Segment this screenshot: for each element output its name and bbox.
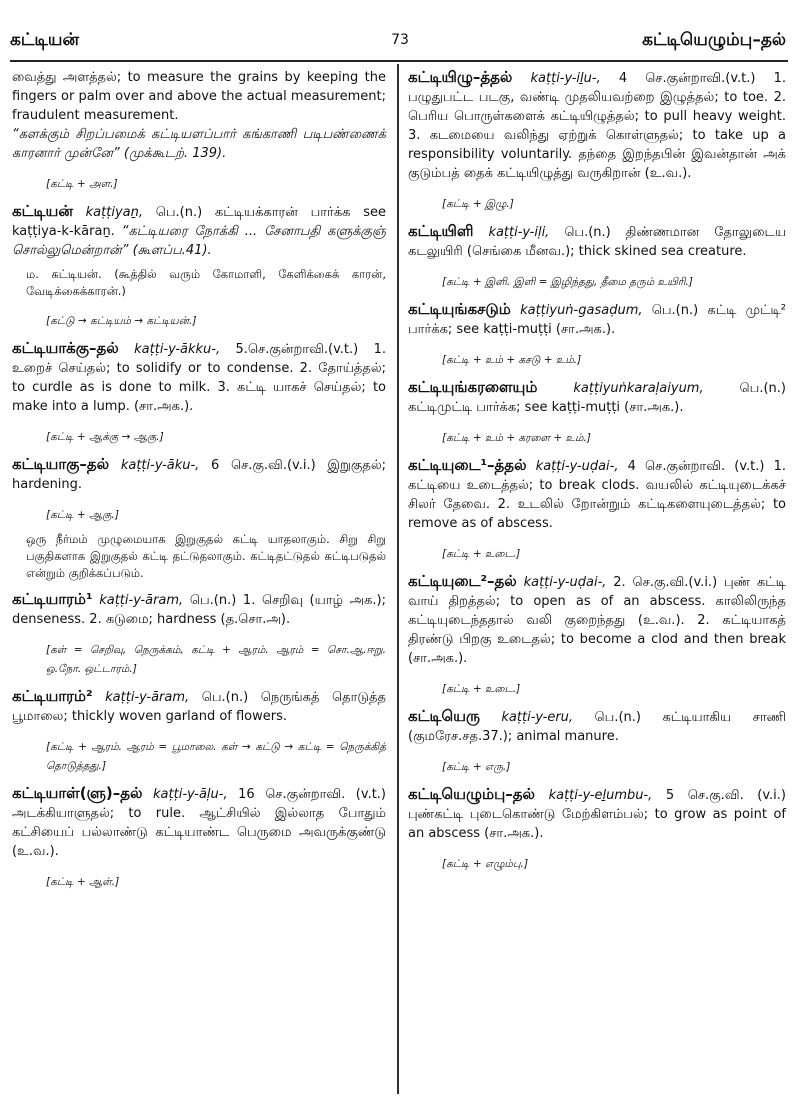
entry-etymology: [கட்டு → கட்டியம் → கட்டியன்.] bbox=[46, 315, 197, 327]
entry-definition: 16 செ.குன்றாவி. (v.t.) அடக்கியாளுதல்; to rule. ஆட்சியில் இல்லாத போதும் கட்சியைப் பல்லாண்டு கட்டியாண்ட பெருமை அவருக்குண்டு (உ.வ.). bbox=[12, 787, 386, 859]
entry-body bbox=[12, 687, 386, 726]
entry-etymology: [கட்டி + உம் + கரளை + உம்.] bbox=[442, 432, 591, 444]
entry-transliteration: kaṭṭi-y-āḷu-, bbox=[153, 787, 228, 802]
entry-body bbox=[408, 572, 786, 668]
entry-etymology: [கட்டி + அள.] bbox=[46, 178, 118, 190]
entry-transliteration: kaṭṭi-y-eru, bbox=[501, 710, 574, 725]
entry-etymology: [கள் = செறிவு, நெருக்கம், கட்டி + ஆரம். ஆரம் = சொ.ஆ.ஈறு. ஒ.நோ. ஒட்டாரம்.] bbox=[46, 644, 386, 675]
entry-transliteration: kaṭṭiyuṅkaraḷaiyum, bbox=[573, 381, 704, 396]
entry-etymology: [கட்டி + இளி. இளி = இழிந்தது, தீமை தரும் உயிரி.] bbox=[442, 276, 693, 288]
entry-headword: கட்டியுங்கசடும் bbox=[408, 300, 511, 318]
entry-body bbox=[408, 300, 786, 339]
entry-quotation: “கட்டியரை நோக்கி ... சேனாபதி களுக்குஞ் சொல்லுமென்றான்” (கூளப்ப.41). bbox=[12, 224, 386, 258]
entry-definition: பெ.(n.) 1. செறிவு (யாழ் அக.); denseness. 2. கடுமை; hardness (த.சொ.அ). bbox=[12, 593, 386, 627]
entry-transliteration: kaṭṭi-y-ākku-, bbox=[134, 342, 221, 357]
entry-definition: பெ.(n.) கட்டியக்காரன் பார்க்க see kaṭṭiya-k-kāraṉ. bbox=[12, 205, 386, 239]
entry-body bbox=[12, 202, 386, 260]
entry-transliteration: kaṭṭiyaṉ, bbox=[85, 205, 143, 220]
dictionary-entry bbox=[408, 572, 786, 699]
entry-headword: கட்டியாகு–தல் bbox=[12, 455, 110, 473]
entry-definition: 5.செ.குன்றாவி.(v.t.) 1. உறைச் செய்தல்; to solidify or to condense. 2. தோய்த்தல்; to curdle as is done to milk. 3. கட்டி யாகச் செய்தல்; to make into a lump. (சா.அக.). bbox=[12, 342, 386, 414]
dictionary-entry bbox=[12, 202, 386, 331]
entry-headword: கட்டியெரு bbox=[408, 707, 480, 725]
right-column bbox=[408, 68, 786, 882]
dictionary-entry bbox=[408, 456, 786, 564]
entry-headword: கட்டியுடை¹–த்தல் bbox=[408, 456, 527, 474]
entry-definition: பெ.(n.) நெருங்கத் தொடுத்த பூமாலை; thickly woven garland of flowers. bbox=[12, 690, 386, 724]
page-header bbox=[0, 0, 800, 62]
header-rule bbox=[10, 60, 788, 62]
entry-headword: கட்டியிளி bbox=[408, 222, 474, 240]
dictionary-entry bbox=[12, 339, 386, 447]
entry-headword: கட்டியுடை²–தல் bbox=[408, 572, 517, 590]
dictionary-entry bbox=[408, 68, 786, 214]
entry-body bbox=[408, 378, 786, 417]
entry-transliteration: kaṭṭi-y-āram, bbox=[99, 593, 184, 608]
entry-transliteration: kaṭṭi-y-āku-, bbox=[120, 458, 200, 473]
entry-definition: பெ.(n.) திண்ணமான தோலுடைய கடலுயிரி (செங்கை மீனவ.); thick skined sea creature. bbox=[408, 225, 786, 259]
entry-etymology: [கட்டி + உடை.] bbox=[442, 683, 521, 695]
entry-etymology: [கட்டி + ஆரம். ஆரம் = பூமாலை. கள் → கட்டு → கட்டி = நெருக்கித் தொடுத்தது.] bbox=[46, 741, 386, 772]
entry-etymology: [கட்டி + இழு.] bbox=[442, 198, 514, 210]
entry-definition: பெ.(n.) கட்டிமுட்டி பார்க்க; see kaṭṭi-muṭṭi (சா.அக.). bbox=[408, 381, 786, 415]
entry-quotation: “களக்கும் சிறப்பமைக் கட்டியளப்பார் கங்காணி படிபண்ணைக் காரனார் முன்னே” (முக்கூடற். 139). bbox=[12, 127, 386, 161]
entry-definition: 2. செ.கு.வி.(v.i.) புண் கட்டி வாய் திறத்தல்; to open as of an abscess. காலிலிருந்த கட்டியுடைந்ததால் வலி குறைந்தது (உ.வ.). 2. கட்டியாகத் திரண்டு பிறகு உடைதல்; to become a clod and then break (சா.அக.). bbox=[408, 575, 786, 666]
entry-definition: 4 செ.குன்றாவி.(v.t.) 1. பழுதுபட்ட படகு, வண்டி முதலியவற்றை இழுத்தல்; to toe. 2. பெரிய பொருள்களைக் கட்டியிழுத்தல்; to pull heavy weight. 3. கடமையை வலிந்து ஏற்றுக் கொள்ளுதல்; to take up a responsibility voluntarily. தந்தை இறந்தபின் இவன்தான் அக் குடும்பத் தைக் கட்டியிழுத்து வருகிறான் (உ.வ.). bbox=[408, 71, 786, 181]
entry-transliteration: kaṭṭi-y-iḻu-, bbox=[530, 71, 601, 86]
entry-etymology: [கட்டி + உடை.] bbox=[442, 548, 521, 560]
dictionary-entry bbox=[408, 300, 786, 370]
entry-definition: வைத்து அளத்தல்; to measure the grains by keeping the fingers or palm over and above the actual measurement; fraudulent measurement. bbox=[12, 70, 386, 123]
column-divider bbox=[397, 64, 399, 1094]
entry-headword: கட்டியாரம்² bbox=[12, 687, 93, 705]
entry-etymology: [கட்டி + எரு.] bbox=[442, 761, 511, 773]
running-head-left: கட்டியன் bbox=[10, 30, 79, 50]
entry-etymology: [கட்டி + உம் + கசடு + உம்.] bbox=[442, 354, 582, 366]
entry-transliteration: kaṭṭi-y-āram, bbox=[105, 690, 190, 705]
entry-headword: கட்டியெழும்பு–தல் bbox=[408, 785, 535, 803]
left-column bbox=[12, 68, 386, 900]
entry-transliteration: kaṭṭi-y-uḍai-, bbox=[535, 459, 619, 474]
entry-headword: கட்டியிழு–த்தல் bbox=[408, 68, 513, 86]
entry-definition: 6 செ.கு.வி.(v.i.) இறுகுதல்; hardening. bbox=[12, 458, 386, 492]
entry-note: ஒரு நீர்மம் முழுமையாக இறுகுதல் கட்டி யாதலாகும். சிறு சிறு பகுதிகளாக இறுகுதல் கட்டி தட்டுதலாகும். கட்டிதட்டுதல் கட்டிபடுதல் என்றும் குறிக்கப்படும். bbox=[26, 532, 386, 580]
entry-transliteration: kaṭṭi-y-iḷi, bbox=[488, 225, 550, 240]
entry-body bbox=[12, 455, 386, 494]
dictionary-entry bbox=[408, 785, 786, 874]
entry-note: ம. கட்டியன். (கூத்தில் வரும் கோமாளி, கேளிக்கைக் காரன், வேடிக்கைக்காரன்.) bbox=[26, 267, 386, 298]
entry-body bbox=[408, 222, 786, 261]
dictionary-entry bbox=[408, 707, 786, 777]
entry-body bbox=[408, 707, 786, 746]
dictionary-entry bbox=[408, 378, 786, 448]
entry-transliteration: kaṭṭiyuṅ-gasaḍum, bbox=[520, 303, 643, 318]
page-number: 73 bbox=[391, 32, 409, 48]
entry-definition: 4 செ.குன்றாவி. (v.t.) 1. கட்டியை உடைத்தல்; to break clods. வயலில் கட்டியுடைக்கச் சிலர் தேவை. 2. உடலில் றோன்றும் கட்டிகளையுடைத்தல்; to remove as of abscess. bbox=[408, 459, 786, 531]
entry-headword: கட்டியாள்(ளு)–தல் bbox=[12, 784, 143, 802]
entry-headword: கட்டியாக்கு–தல் bbox=[12, 339, 119, 357]
entry-body bbox=[12, 590, 386, 629]
dictionary-entry bbox=[12, 687, 386, 776]
entry-headword: கட்டியன் bbox=[12, 202, 73, 220]
entry-body bbox=[408, 785, 786, 843]
entry-etymology: [கட்டி + ஆகு.] bbox=[46, 509, 119, 521]
dictionary-entry bbox=[12, 68, 386, 194]
entry-transliteration: kaṭṭi-y-eḻumbu-, bbox=[548, 788, 653, 803]
entry-headword: கட்டியாரம்¹ bbox=[12, 590, 93, 608]
dictionary-entry bbox=[12, 455, 386, 582]
entry-body bbox=[12, 339, 386, 416]
entry-body bbox=[408, 456, 786, 533]
entry-body bbox=[12, 784, 386, 861]
dictionary-entry bbox=[408, 222, 786, 292]
entry-definition: பெ.(n.) கட்டியாகிய சாணி (குமரேச.சத.37.); animal manure. bbox=[408, 710, 786, 744]
entry-headword: கட்டியுங்கரளையும் bbox=[408, 378, 538, 396]
entry-definition: 5 செ.கு.வி. (v.i.) புண்கட்டி புடைகொண்டு மேற்கிளம்பல்; to grow as point of an abscess (சா.அக.). bbox=[408, 788, 786, 841]
entry-etymology: [கட்டி + எழும்பு.] bbox=[442, 858, 529, 870]
running-head-right: கட்டியெழும்பு–தல் bbox=[642, 30, 786, 50]
entry-transliteration: kaṭṭi-y-uḍai-, bbox=[523, 575, 607, 590]
dictionary-entry bbox=[12, 784, 386, 892]
dictionary-entry bbox=[12, 590, 386, 679]
entry-etymology: [கட்டி + ஆக்கு → ஆகு.] bbox=[46, 431, 164, 443]
entry-definition: பெ.(n.) கட்டி முட்டி² பார்க்க; see kaṭṭi-muṭṭi (சா.அக.). bbox=[408, 303, 786, 337]
entry-etymology: [கட்டி + ஆள்.] bbox=[46, 876, 120, 888]
entry-body bbox=[408, 68, 786, 183]
